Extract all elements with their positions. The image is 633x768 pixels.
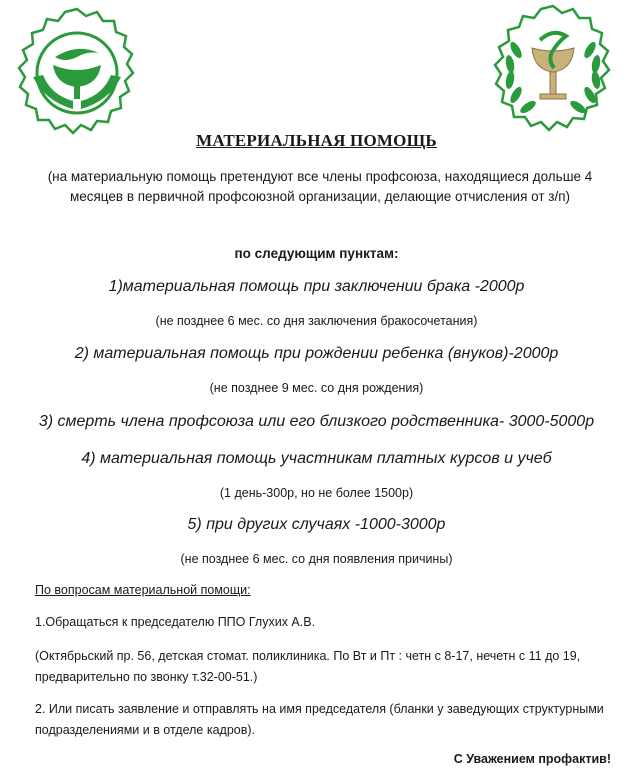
contact-1-details: (Октябрьский пр. 56, детская стомат. поликлиника. По Вт и Пт : четн с 8-17, нечетн с 11 до 19, предварительно по звонку т.32-00-51.)	[35, 649, 581, 684]
benefit-note-2: (не позднее 9 мес. со дня рождения)	[209, 381, 424, 395]
benefit-item-5: 5) при других случаях -1000-3000р	[187, 516, 446, 533]
right-emblem-logo	[478, 2, 628, 152]
contact-1: 1.Обращаться к председателю ППО Глухих А.В.	[35, 615, 316, 629]
subheading: по следующим пунктам:	[234, 246, 399, 261]
benefit-item-2: 2) материальная помощь при рождении ребенка (внуков)-2000р	[74, 345, 559, 362]
document-title: МАТЕРИАЛЬНАЯ ПОМОЩЬ	[196, 131, 437, 150]
bowl-of-hygieia-laurel-icon	[478, 2, 628, 152]
benefit-item-4: 4) материальная помощь участникам платных курсов и учеб	[81, 450, 552, 467]
intro-paragraph: (на материальную помощь претендуют все члены профсоюза, находящиеся дольше 4 месяцев в первичной профсоюзной организации, делающие отчисления от з/п)	[47, 169, 593, 204]
contacts-heading: По вопросам материальной помощи:	[35, 583, 251, 597]
benefit-note-5: (не позднее 6 мес. со дня появления причины)	[180, 552, 453, 566]
contact-2: 2. Или писать заявление и отправлять на имя председателя (бланки у заведующих структурными подразделениями и в отделе кадров).	[35, 702, 604, 737]
benefit-item-1: 1)материальная помощь при заключении брака -2000р	[108, 278, 525, 295]
benefit-note-4: (1 день-300р, но не более 1500р)	[219, 486, 414, 500]
benefit-note-1: (не позднее 6 мес. со дня заключения бракосочетания)	[155, 314, 478, 328]
signature: С Уважением профактив!	[453, 752, 611, 766]
benefit-item-3: 3) смерть члена профсоюза или его близкого родственника- 3000-5000р	[38, 413, 595, 430]
